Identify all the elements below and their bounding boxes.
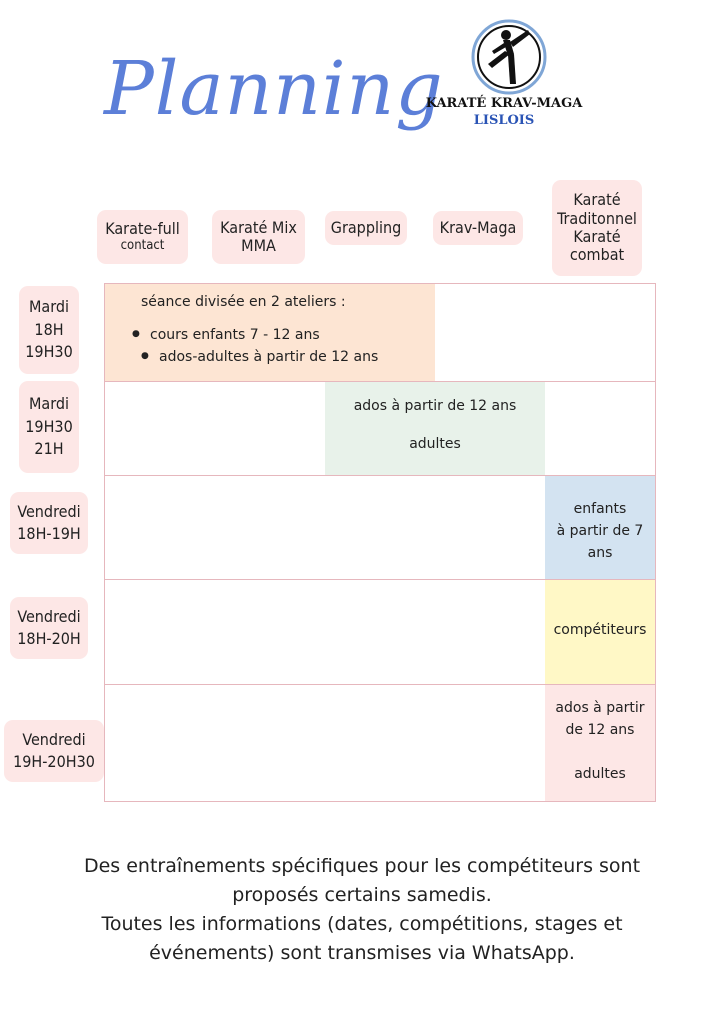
session-line: de 12 ans: [565, 722, 635, 738]
row-label-line: 21H: [34, 439, 64, 459]
session-mardi-19h30: [325, 382, 545, 475]
session-list-item: ● cours enfants 7 - 12 ans: [132, 324, 435, 346]
session-vendredi-18h-20h: [545, 580, 655, 684]
row-label-vendredi-18h-19h: [10, 492, 88, 554]
column-header-line: Karate-full: [105, 219, 180, 239]
page-title: Planning: [104, 46, 444, 132]
row-label-line: 18H: [34, 319, 64, 339]
footer-line: événements) sont transmises via WhatsApp.: [149, 942, 575, 964]
column-header-krav-maga: [433, 211, 523, 245]
row-label-line: 19H30: [25, 416, 73, 436]
session-intro: séance divisée en 2 ateliers :: [141, 294, 346, 310]
session-line: ados à partir de 12 ans: [353, 398, 517, 414]
row-label-line: Vendredi: [22, 729, 86, 749]
footer-note: [40, 852, 684, 968]
column-header-karate-full-contact: [97, 210, 188, 264]
session-list: [141, 324, 435, 368]
column-header-line: Karaté Mix: [220, 217, 297, 237]
row-label-vendredi-19h-20h30: [4, 720, 104, 782]
row-label-mardi-18h: [19, 286, 79, 374]
session-line: adultes: [409, 436, 461, 452]
brand-subname: LISLOIS: [473, 113, 535, 128]
session-vendredi-18h-19h: [545, 476, 655, 579]
session-line: adultes: [574, 766, 626, 782]
karate-logo: [470, 18, 548, 96]
row-label-line: Mardi: [28, 394, 69, 414]
column-header-line: Grappling: [330, 217, 402, 237]
column-header-line: combat: [569, 245, 625, 265]
column-header-line: Karaté: [573, 190, 621, 210]
session-line: ados à partir: [555, 700, 645, 716]
footer-line: proposés certains samedis.: [232, 884, 492, 906]
column-header-line: Traditonnel: [557, 208, 637, 228]
column-header-line: Krav-Maga: [439, 217, 517, 237]
footer-line: Toutes les informations (dates, compétitions, stages et: [101, 913, 623, 935]
row-label-line: 18H-20H: [17, 629, 81, 648]
column-header-line: contact: [120, 237, 165, 253]
row-label-line: Vendredi: [17, 501, 81, 521]
session-line: à partir de 7: [556, 523, 644, 539]
session-line: ans: [587, 545, 613, 561]
row-label-line: 18H-19H: [17, 524, 81, 543]
session-line: compétiteurs: [553, 622, 647, 638]
session-line: enfants: [573, 501, 627, 517]
row-label-vendredi-18h-20h: [10, 597, 88, 659]
column-header-karate-mix-mma: [212, 210, 305, 264]
session-list-item: ● ados-adultes à partir de 12 ans: [141, 346, 435, 368]
column-header-line: MMA: [241, 236, 276, 255]
column-header-line: Karaté: [573, 227, 621, 246]
footer-line: Des entraînements spécifiques pour les compétiteurs sont: [83, 855, 641, 877]
column-header-karate-traditionnel-combat: [552, 180, 642, 276]
session-vendredi-19h-20h30: [545, 685, 655, 801]
column-header-grappling: [325, 211, 407, 245]
brand-name: KARATÉ KRAV-MAGA: [425, 96, 583, 111]
session-mardi-18h: [105, 284, 435, 381]
row-label-line: 19H-20H30: [13, 752, 95, 771]
row-label-line: Vendredi: [17, 606, 81, 626]
row-label-line: 19H30: [25, 342, 73, 362]
row-label-mardi-19h30: [19, 381, 79, 473]
row-label-line: Mardi: [28, 297, 69, 317]
